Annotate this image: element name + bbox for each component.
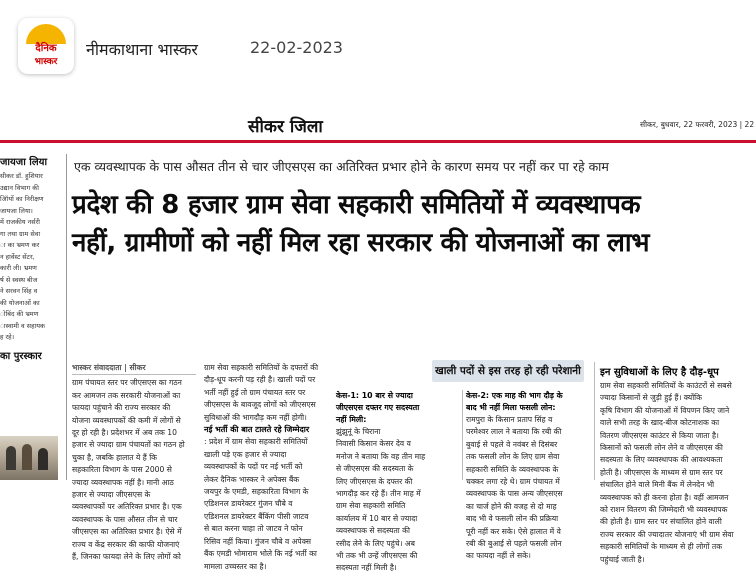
text-line: से बात करना चाहा तो जाटव ने फोन [204,524,303,534]
text-line: भी तक भी उन्हें जीएसएस की [336,551,418,561]
text-line: सहकारी समिति के व्यवस्थापक के [466,464,559,474]
text-line: दूर हो रही है। प्रदेशभर में अब तक 10 [72,428,177,438]
column-rule [594,362,595,480]
text-line: नहीं मिली: [336,415,367,424]
text-line: की योजनाओं का [0,298,40,307]
article-headline [72,186,752,262]
dainik-bhaskar-logo[interactable] [18,18,74,74]
text-line: को राशन वितरण की जिम्मेदारी भी व्यवस्थापक [600,505,728,515]
article-column-2 [204,362,330,571]
text-line: खाली पड़े एक हजार से ज्यादा [204,449,287,459]
headline-line-1: प्रदेश की 8 हजार ग्राम सेवा सहकारी समितियों में व्यवस्थापक [72,190,641,220]
strip-heading-2: का पुरस्कार [0,350,42,362]
text-line: कृषि विभाग की योजनाओं में विपणन किए जाने [600,405,730,415]
text-line: संचालित होने वाले मिनी बैंक में लेनदेन भी [600,480,715,490]
case-1-heading [336,390,458,426]
text-line: बुवाई से पहले वे नवंबर से दिसंबर [466,439,558,449]
column-2-text-top [204,362,330,424]
text-line: जीएसएस का अतिरिक्त प्रभार है। ऐसे में [72,527,182,537]
text-line: लेकर दैनिक भास्कर ने अपेक्स बैंक [204,474,300,484]
text-line: एडिशनल डायरेक्टर गुंजन चौबे व [204,499,293,509]
newspaper-page[interactable] [0,92,756,573]
text-line: उद्यान विभाग की [0,183,39,192]
text-line: ोबिंद की भ्रमण [0,310,39,318]
text-line: राज्य व केंद्र सरकार की काफी योजनाएं [72,539,180,549]
strip-heading: जायजा लिया [0,157,48,168]
text-line: ज्यादा किसानों से जुड़ी हुई हैं। क्योंकि [600,393,702,403]
text-line: व्यवस्थापक के पास औसत तीन से चार [72,514,178,524]
app-header [0,0,756,92]
award-photo [0,436,58,480]
text-line: किसानों को फसली लोन लेने व जीएसएस की [600,443,723,453]
text-line: सीकर डॉ. हुशियार [0,172,43,180]
text-line: रामपुरा के किसान प्रताप सिंह व [466,415,553,424]
text-line: हजार से ज्यादा जीएसएस के [72,490,151,500]
facilities-column [600,380,752,564]
text-line: केस-2: एक माह की भाग दौड़ के [466,391,563,400]
text-line: हैं, जिनका फायदा लेने के लिए लोगों को [72,552,181,562]
text-line: फायदा पहुंचाने की राज्य सरकार की [72,403,171,413]
text-line: की होती है। ग्राम स्तर पर संचालित होने वाली [600,517,722,527]
text-line: भागदौड़ कर रहे हैं। तीन माह में [336,489,421,499]
text-line: मामला उच्चस्तर का है। [204,561,267,571]
text-line: बैंक एमडी भोमाराम भोले कि नई भर्ती का [204,549,317,559]
text-line: बाद भी नहीं मिला फसली लोन: [466,403,556,412]
facilities-heading: इन सुविधाओं के लिए है दौड़-धूप [600,367,719,378]
text-line: का चार्ज होने की वजह से दो माह [466,501,557,511]
text-line: से जीएसएस की सदस्यता के [336,464,414,474]
text-line: योजना व्यवस्थापकों की कमी में लोगों से [72,415,181,425]
text-line: जायजा लिया। [0,206,33,215]
article-column-1 [72,362,196,562]
strip-body [0,171,62,344]
column-2-text-bottom [204,436,330,572]
text-line: लिए जीएसएस के दफ्तर की [336,476,413,486]
edition-date: 22-02-2023 [250,38,343,57]
text-line: ऑियों का निरीक्षण [0,195,44,203]
text-line: बाद भी वे फसली लोन की प्रक्रिया [466,514,559,524]
text-line: तक फसली लोन के लिए ग्राम सेवा [466,452,560,462]
text-line: ह रहे। [0,333,15,341]
text-line: ा का भ्रमण कर [0,241,40,249]
page-meta: सीकर, बुधवार, 22 फरवरी, 2023 | 22 [640,120,755,129]
text-line: व्यवस्थापक को ही करना होता है। वहीं आमजन [600,492,729,502]
text-line: रसीद लेने के लिए पहुंचे। अब [336,538,415,548]
text-line: का फायदा नहीं ले सके। [466,551,531,561]
text-line: र्ष से स्वस्थ बीज [0,275,38,284]
text-line: जीएसएस के बावजूद लोगों को जीएसएस [204,400,316,410]
article-byline: भास्कर संवाददाता | सीकर [72,362,196,375]
text-line: राज्य सरकार की ज्यादातर योजनाएं भी ग्राम सेवा [600,529,734,539]
text-line: चुका है, जबकि हालात ये हैं कि [72,452,157,462]
info-banner: खाली पदों से इस तरह हो रही परेशानी [432,360,584,382]
text-line: भर्ती नहीं हुई तो ग्राम पंचायत स्तर पर [204,387,306,397]
text-line: पूरी नहीं कर सके। ऐसे हालात में वे [466,526,561,536]
text-line: ग्राम सेवा सहकारी समितियों के दफ्तरों की [204,363,319,372]
text-line: वितरण जीएसएस काउंटर से किया जाता है। [600,430,719,440]
logo-text-line2: भास्कर [34,57,58,67]
text-line: कार्यालय में 10 बार से ज्यादा [336,513,418,523]
text-line: व्यवस्थापक के पास अन्य जीएसएस [466,489,563,499]
text-line: पहुंचाई जाती है। [600,554,645,564]
text-line: परमेश्वर लाल ने बताया कि रबी की [466,427,562,437]
article-kicker: एक व्यवस्थापक के पास औसत तीन से चार जीएसएस का अतिरिक्त प्रभार होने के कारण समय पर नहीं कर पा रहे काम [74,159,609,174]
text-line: न हार्वेस्ट सेंटर, [0,252,35,261]
text-line: गा तथा ग्राम सेवा [0,229,41,238]
text-line: व्यवस्थापकों के पदों पर नई भर्ती को [204,462,303,472]
case-1-text [336,426,458,575]
logo-text-line1: दैनिक [35,43,57,54]
text-line: एडिशनल डायरेक्टर बैंकिंग पीसी जाटव [204,511,309,521]
text-line: होती है। जीएसएस के माध्यम से ग्राम स्तर पर [600,467,723,477]
text-line: वाले सभी तरह के खाद-बीज कोटनाशक का [600,418,720,428]
text-line: सदस्यता के लिए व्यवस्थापक की आवश्यकता [600,455,723,465]
text-line: सहकारिता विभाग के पास 2000 से [72,465,172,475]
text-line: केस-1: 10 बार से ज्यादा [336,391,413,400]
text-line: चक्कर लगा रहे थे। ग्राम पंचायत में [466,477,560,487]
text-line: सदस्यता नहीं मिली है। [336,563,397,573]
edition-title: नीमकाथाना भास्कर [86,40,198,59]
text-line: : प्रदेश में ग्राम सेवा सहकारी समितियों [204,437,308,447]
section-divider [0,140,756,143]
previous-article-strip [0,154,62,480]
text-line: सुविधाओं की भागदौड़ कम नहीं होगी। [204,412,307,422]
text-line: हजार से ज्यादा ग्राम पंचायतों का गठन हो [72,440,185,450]
text-line: रिसिव नहीं किया। गुंजन चौबे व अपेक्स [204,536,311,546]
column-rule [66,154,67,480]
text-line: व्यवस्थापक से सदस्यता की [336,526,410,536]
text-line: ग्राम पंचायत स्तर पर जीएसएस का गठन [72,378,182,388]
section-title: सीकर जिला [248,117,323,137]
text-line: ास्वामी व सहायक [0,321,45,330]
text-line: ग्राम सेवा सहकारी समिति [336,501,406,511]
case-2-heading [466,390,590,414]
case-2-box [466,390,590,561]
column-2-subhead: नई भर्ती की बात टालते रहे जिम्मेदार [204,425,310,435]
text-line: रबी की बुआई से पहले फसली लोन [466,539,562,549]
text-line: सहकारी समितियों के माध्यम से ही लोगों तक [600,542,723,552]
text-line: ने सरवन सिंह व [0,287,38,295]
text-line: मनोज ने बताया कि वह तीन माह [336,451,426,461]
text-line: जयपुर के एमडी, सहकारिता विभाग के [204,487,309,497]
text-line: ज्यादा व्यवस्थापक नहीं है। मानी आठ [72,477,174,487]
text-line: व्यवस्थापकों पर अतिरिक्त प्रभार है। एक [72,502,182,512]
column-rule [462,390,463,480]
facilities-text [600,380,752,566]
text-line: में राजकीय नर्सरी [0,218,40,226]
text-line: ग्राम सेवा सहकारी समितियों के काउंटरों से सबसे [600,381,732,390]
case-2-text [466,414,590,563]
column-1-text [72,377,196,563]
text-line: कारी ली। भ्रमण [0,264,37,272]
text-line: निवासी किसान केसर देव व [336,439,411,449]
text-line: कर आमजन तक सरकारी योजनाओं का [72,390,181,400]
text-line: दौड़-धूप करनी पड़ रही है। खाली पदों पर [204,375,316,385]
text-line: जीएसएस दफ्तर गए सदस्यता [336,403,420,412]
headline-line-2: नहीं, ग्रामीणों को नहीं मिल रहा सरकार की योजनाओं का लाभ [72,228,650,258]
text-line: झुंझुनूं के चिराना [336,427,381,436]
case-1-box [336,390,458,573]
